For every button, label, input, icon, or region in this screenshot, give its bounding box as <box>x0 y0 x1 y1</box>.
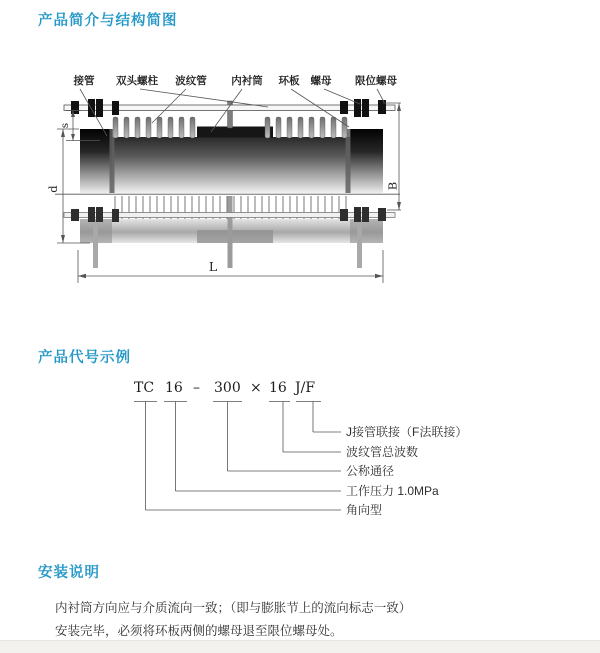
part-label-bowenguan: 波纹管 <box>175 75 207 87</box>
liner-ghost <box>197 230 273 243</box>
stud-lower-left <box>93 220 98 268</box>
stud-lower-center <box>228 196 233 268</box>
part-label-neichen: 内衬筒 <box>231 75 263 87</box>
joint-body <box>80 137 383 193</box>
section-title-code: 产品代号示例 <box>38 350 131 366</box>
code-annotation-diameter: 公称通径 <box>346 464 395 478</box>
stud-lower-right <box>357 220 362 268</box>
part-label-luozhu: 双头螺柱 <box>116 75 158 87</box>
code-segment-pressure: 16 <box>165 380 183 396</box>
dim-label-B: B <box>385 181 400 191</box>
code-segment-type: TC <box>134 380 155 396</box>
code-annotation-connection: J接管联接（F法联接） <box>346 425 468 439</box>
structure-diagram <box>40 60 460 295</box>
section-title-intro: 产品简介与结构简图 <box>38 13 178 29</box>
code-segment-times: × <box>250 380 262 396</box>
code-connector-lines <box>146 402 342 511</box>
dim-label-L: L <box>208 259 218 274</box>
install-instructions <box>55 597 411 642</box>
code-segment-dash: – <box>193 380 200 396</box>
part-label-jieguan: 接管 <box>73 75 95 87</box>
code-annotation-type: 角向型 <box>346 503 383 517</box>
dim-label-d: d <box>46 185 60 193</box>
page-footer-strip <box>0 640 600 653</box>
part-label-xianwei: 限位螺母 <box>355 75 397 87</box>
code-segment-waves: 16 <box>269 380 287 396</box>
install-text-line-2: 安装完毕，必须将环板两侧的螺母退至限位螺母处。 <box>55 623 343 638</box>
install-text-line-1: 内衬筒方向应与介质流向一致；（即与膨胀节上的流向标志一致） <box>55 601 412 615</box>
code-segment-connect: J/F <box>295 380 316 396</box>
code-annotation-waves: 波纹管总波数 <box>346 445 419 459</box>
code-segment-diameter: 300 <box>214 380 241 396</box>
dim-label-s: s <box>59 122 71 129</box>
inner-liner-collar <box>197 127 273 138</box>
end-pipe-right <box>350 129 383 193</box>
part-label-luomu: 螺母 <box>310 75 332 87</box>
part-labels <box>73 74 398 87</box>
lower-half-ghost <box>64 196 395 268</box>
ring-plate-left <box>110 129 115 193</box>
code-annotation-pressure: 工作压力 1.0MPa <box>346 484 439 498</box>
code-breakdown-lines <box>0 375 600 525</box>
section-title-install: 安装说明 <box>38 565 100 581</box>
upper-half-body <box>55 99 400 194</box>
end-pipe-left <box>80 129 112 193</box>
ring-plate-right <box>346 129 351 193</box>
part-label-huanban: 环板 <box>278 75 300 87</box>
